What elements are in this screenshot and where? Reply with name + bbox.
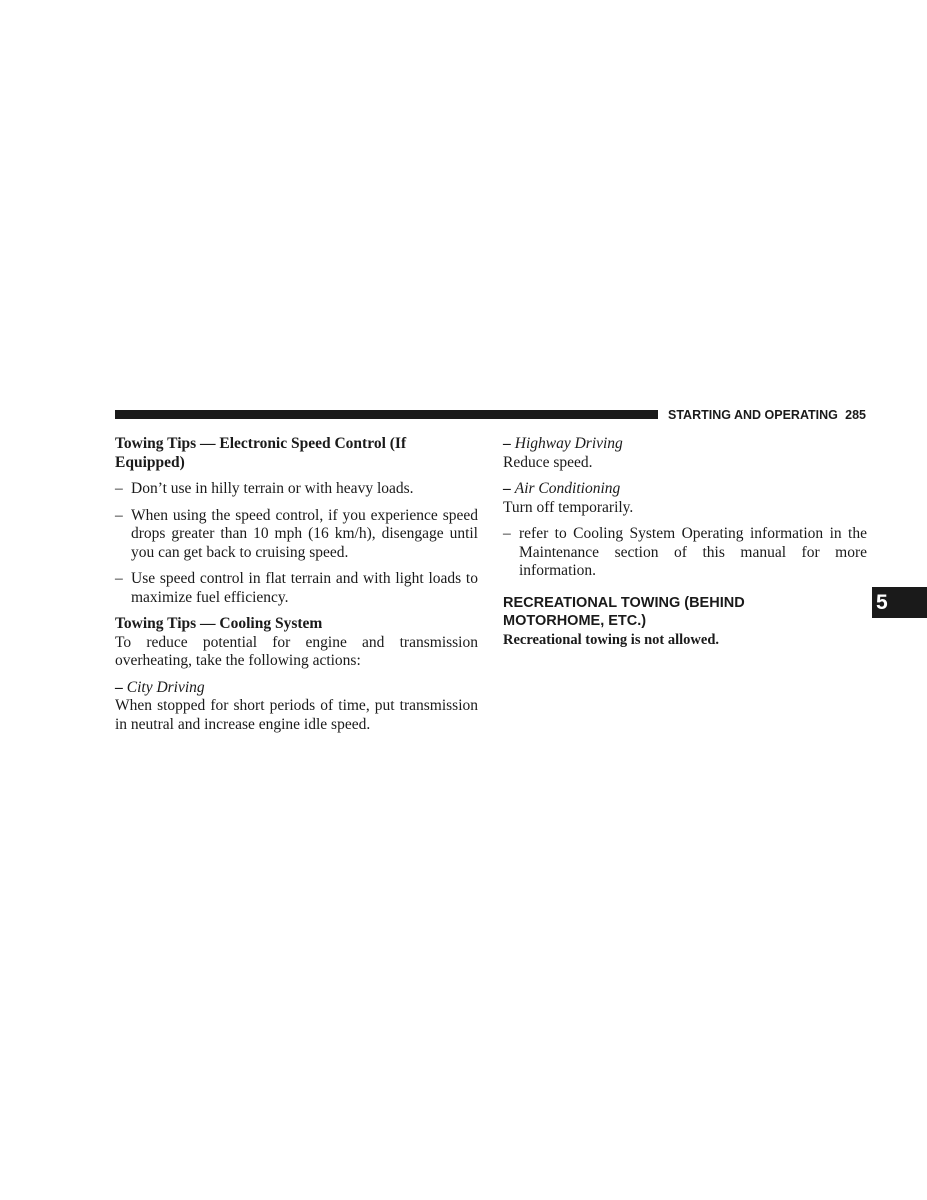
list-item-text: Use speed control in flat terrain and with light loads to maximize fuel efficiency. <box>131 570 478 606</box>
cooling-intro: To reduce potential for engine and transmission overheating, take the following actions: <box>115 633 478 669</box>
list-item <box>115 507 478 563</box>
dash-marker: – <box>115 506 123 524</box>
list-item-text: When using the speed control, if you experience speed drops greater than 10 mph (16 km/h), disengage until you can get back to cruising speed. <box>131 506 478 561</box>
city-driving-text: When stopped for short periods of time, put transmission in neutral and increase engine idle speed. <box>115 697 478 733</box>
heading-line: MOTORHOME, ETC.) <box>503 613 647 629</box>
section-title: STARTING AND OPERATING <box>668 408 838 422</box>
list-item <box>503 525 867 581</box>
dash-marker: – <box>115 570 123 587</box>
left-column <box>115 435 478 734</box>
recreational-towing-text: Recreational towing is not allowed. <box>503 631 720 648</box>
header-rule <box>115 410 658 419</box>
list-item <box>115 480 478 499</box>
dash-marker: – <box>503 435 511 452</box>
air-conditioning-label <box>503 480 867 499</box>
recreational-towing-heading <box>503 594 867 631</box>
city-driving-label <box>115 679 478 698</box>
air-conditioning-text: Turn off temporarily. <box>503 498 634 516</box>
heading-speed-control: Towing Tips — Electronic Speed Control (If Equipped) <box>115 435 407 471</box>
right-column <box>503 435 867 649</box>
dash-marker: – <box>115 678 123 696</box>
page-number: 285 <box>845 408 866 422</box>
list-item-text: refer to Cooling System Operating information in the Maintenance section of this manual for more information. <box>519 525 867 579</box>
chapter-tab: 5 <box>872 587 927 618</box>
heading-line: RECREATIONAL TOWING (BEHIND <box>503 594 745 611</box>
dash-marker: – <box>115 480 123 497</box>
list-item-text: Don’t use in hilly terrain or with heavy loads. <box>131 480 414 497</box>
running-header <box>668 408 866 422</box>
highway-driving-text: Reduce speed. <box>503 453 593 471</box>
dash-marker: – <box>503 525 511 542</box>
list-item <box>115 570 478 607</box>
city-driving-title: City Driving <box>126 678 205 696</box>
highway-driving-title: Highway Driving <box>514 435 623 452</box>
dash-marker: – <box>503 480 511 497</box>
heading-cooling-system: Towing Tips — Cooling System <box>115 615 323 632</box>
highway-driving-label <box>503 435 867 454</box>
air-conditioning-title: Air Conditioning <box>514 480 621 497</box>
